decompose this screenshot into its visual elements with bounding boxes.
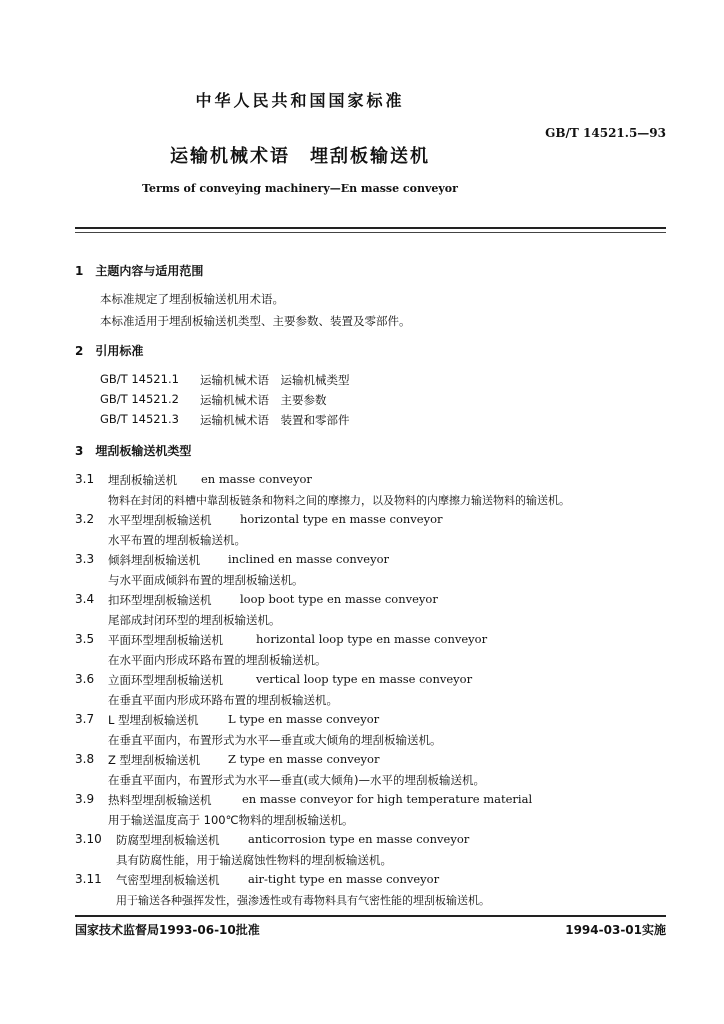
term-number: 3.11 <box>75 872 102 886</box>
standard-code: GB/T 14521.5—93 <box>545 126 666 140</box>
term-number: 3.3 <box>75 552 95 566</box>
reference-title: 运输机械术语 运输机械类型 <box>200 373 350 387</box>
title-english: Terms of conveying machinery—En masse conveyor <box>142 182 458 195</box>
header-rule-thin <box>75 232 666 233</box>
term-definition: 具有防腐性能，用于输送腐蚀性物料的埋刮板输送机。 <box>116 853 392 867</box>
term-definition: 用于输送温度高于 100℃物料的埋刮板输送机。 <box>108 813 354 827</box>
reference-title: 运输机械术语 主要参数 <box>200 393 327 407</box>
national-standard-heading: 中华人民共和国国家标准 <box>195 91 405 110</box>
term-chinese: 扣环型埋刮板输送机 <box>108 593 212 607</box>
term-english: L type en masse conveyor <box>228 712 380 726</box>
section-3-heading: 3 埋刮板输送机类型 <box>75 444 192 458</box>
term-chinese: 立面环型埋刮板输送机 <box>108 673 223 687</box>
term-number: 3.9 <box>75 792 95 806</box>
term-chinese: 防腐型埋刮板输送机 <box>116 833 220 847</box>
term-english: horizontal type en masse conveyor <box>240 512 443 526</box>
implementation-date: 1994-03-01实施 <box>565 923 666 937</box>
term-number: 3.5 <box>75 632 95 646</box>
term-number: 3.1 <box>75 472 95 486</box>
term-definition: 用于输送各种强挥发性，强渗透性或有毒物料具有气密性能的埋刮板输送机。 <box>116 894 490 907</box>
term-chinese: 平面环型埋刮板输送机 <box>108 633 223 647</box>
term-definition: 在垂直平面内，布置形式为水平—垂直或大倾角的埋刮板输送机。 <box>108 733 442 747</box>
term-definition: 在水平面内形成环路布置的埋刮板输送机。 <box>108 653 327 667</box>
term-english: vertical loop type en masse conveyor <box>256 672 473 686</box>
term-chinese: 气密型埋刮板输送机 <box>116 873 220 887</box>
term-number: 3.8 <box>75 752 95 766</box>
section-2-heading: 2 引用标准 <box>75 344 144 358</box>
term-english: Z type en masse conveyor <box>228 752 380 766</box>
section-1-line: 本标准适用于埋刮板输送机类型、主要参数、装置及零部件。 <box>100 314 411 328</box>
term-number: 3.6 <box>75 672 95 686</box>
term-number: 3.7 <box>75 712 95 726</box>
term-definition: 在垂直平面内，布置形式为水平—垂直(或大倾角)—水平的埋刮板输送机。 <box>108 773 485 787</box>
term-english: en masse conveyor for high temperature material <box>242 792 533 806</box>
term-definition: 水平布置的埋刮板输送机。 <box>108 533 246 547</box>
term-chinese: 埋刮板输送机 <box>108 473 177 487</box>
term-english: horizontal loop type en masse conveyor <box>256 632 488 646</box>
term-definition: 尾部成封闭环型的埋刮板输送机。 <box>108 613 281 627</box>
term-english: air-tight type en masse conveyor <box>248 872 440 886</box>
term-english: inclined en masse conveyor <box>228 552 389 566</box>
term-english: anticorrosion type en masse conveyor <box>248 832 470 846</box>
term-definition: 在垂直平面内形成环路布置的埋刮板输送机。 <box>108 693 338 707</box>
term-english: loop boot type en masse conveyor <box>240 592 438 606</box>
term-definition: 与水平面成倾斜布置的埋刮板输送机。 <box>108 573 304 587</box>
title-chinese: 运输机械术语 埋刮板输送机 <box>170 146 430 167</box>
term-number: 3.2 <box>75 512 95 526</box>
term-chinese: Z 型埋刮板输送机 <box>108 753 201 767</box>
term-chinese: L 型埋刮板输送机 <box>108 713 199 727</box>
term-chinese: 水平型埋刮板输送机 <box>108 513 212 527</box>
section-1-line: 本标准规定了埋刮板输送机用术语。 <box>100 292 284 306</box>
reference-title: 运输机械术语 装置和零部件 <box>200 413 350 427</box>
term-definition: 物料在封闭的料槽中靠刮板链条和物料之间的摩擦力，以及物料的内摩擦力输送物料的输送机。 <box>108 494 570 507</box>
term-number: 3.4 <box>75 592 95 606</box>
term-chinese: 倾斜埋刮板输送机 <box>108 553 200 567</box>
term-number: 3.10 <box>75 832 102 846</box>
section-1-heading: 1 主题内容与适用范围 <box>75 264 204 278</box>
term-chinese: 热料型埋刮板输送机 <box>108 793 212 807</box>
term-english: en masse conveyor <box>201 472 312 486</box>
reference-code: GB/T 14521.1 <box>100 372 179 386</box>
header-rule <box>75 227 666 229</box>
footer-rule <box>75 915 666 917</box>
reference-code: GB/T 14521.3 <box>100 412 179 426</box>
reference-code: GB/T 14521.2 <box>100 392 179 406</box>
approval-date: 国家技术监督局1993-06-10批准 <box>75 923 260 937</box>
